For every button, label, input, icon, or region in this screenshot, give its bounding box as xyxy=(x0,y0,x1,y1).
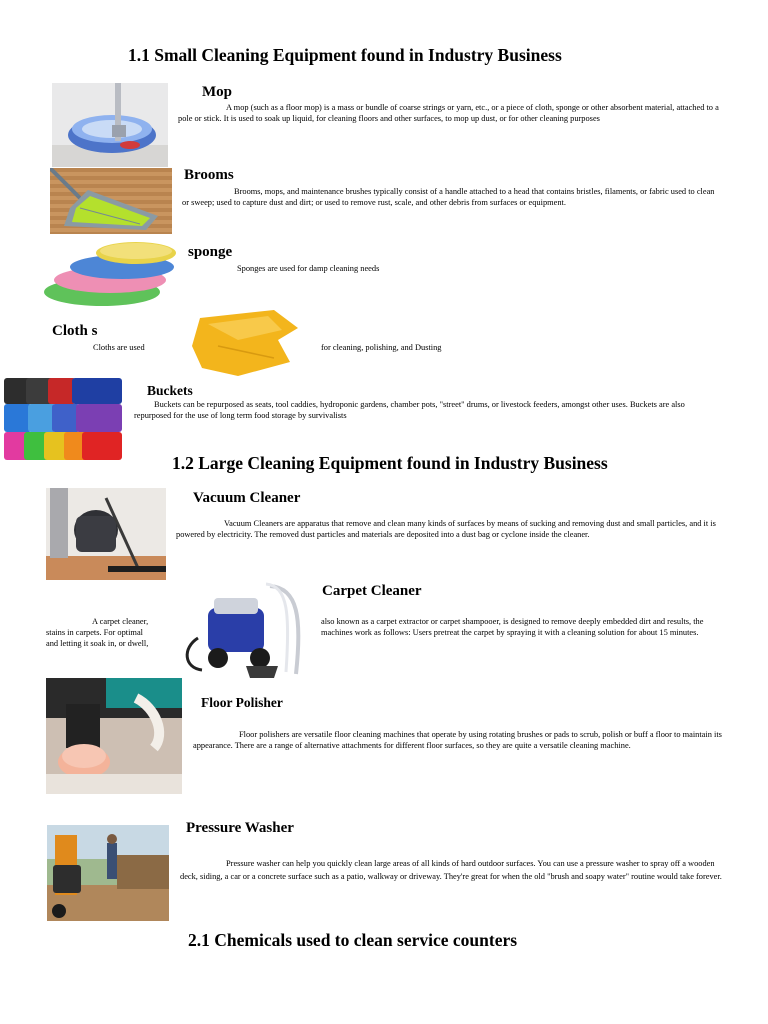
cloths-description-left: Cloths are used xyxy=(93,343,145,352)
cloths-title: Cloth s xyxy=(52,323,98,339)
pressure-washer-title: Pressure Washer xyxy=(186,820,294,836)
carpet-left-line-1: A carpet cleaner, xyxy=(92,617,149,626)
floor-polisher-image xyxy=(46,678,182,794)
buckets-title: Buckets xyxy=(147,383,193,398)
carpet-cleaner-image xyxy=(178,578,310,682)
carpet-cleaner-description-right: also known as a carpet extractor or carpet shampooer, is designed to remove deeply embedded dirt and results, the machines work as follows: Users pretreat the carpet by spraying it with a cleaning solution for about 15 minutes. xyxy=(321,617,704,637)
brooms-description: Brooms, mops, and maintenance brushes typically consist of a handle attached to a head that contains bristles, filaments, or fabric used to clean or sweep; used to capture dust and dirt; or used to remove rust, scale, and other debris from surfaces or equipment. xyxy=(182,187,715,207)
section-heading-2-1: 2.1 Chemicals used to clean service counters xyxy=(188,930,518,950)
mop-title: Mop xyxy=(202,84,232,100)
floor-polisher-title: Floor Polisher xyxy=(201,695,283,710)
sponge-title: sponge xyxy=(188,244,233,260)
cloths-description-right: for cleaning, polishing, and Dusting xyxy=(321,343,442,352)
sponge-description: Sponges are used for damp cleaning needs xyxy=(237,264,380,273)
section-heading-1-1: 1.1 Small Cleaning Equipment found in Industry Business xyxy=(128,45,562,65)
carpet-left-line-3: and letting it soak in, or dwell, xyxy=(46,639,149,648)
brooms-title: Brooms xyxy=(184,167,234,183)
carpet-left-line-2: stains in carpets. For optimal xyxy=(46,628,143,637)
broom-image xyxy=(50,168,172,234)
section-heading-1-2: 1.2 Large Cleaning Equipment found in Industry Business xyxy=(172,453,608,473)
mop-description: A mop (such as a floor mop) is a mass or bundle of coarse strings or yarn, etc., or a piece of cloth, sponge or other absorbent material, attached to a pole or stick. It is used to soak up liquid, for cleaning floors and other surfaces, to mop up dust, or for other cleaning purposes xyxy=(178,103,719,123)
vacuum-cleaner-image xyxy=(46,488,166,580)
buckets-description: Buckets can be repurposed as seats, tool caddies, hydroponic gardens, chamber pots, "street" drums, or livestock feeders, amongst other uses. Buckets are also repurposed for the use of long term food storage by survivalists xyxy=(134,400,685,420)
carpet-cleaner-title: Carpet Cleaner xyxy=(322,583,422,599)
cloth-image xyxy=(178,306,310,380)
pressure-washer-description: Pressure washer can help you quickly clean large areas of all kinds of hard outdoor surfaces. You can use a pressure washer to spray off a wooden deck, siding, a car or a concrete surface such as a patio, walkway or driveway. They're great for when the old "brush and soapy water" routine would take forever. xyxy=(180,859,722,881)
floor-polisher-description: Floor polishers are versatile floor cleaning machines that operate by using rotating brushes or pads to scrub, polish or buff a floor to maintain its appearance. There are a range of alternative attachments for different floor surfaces, so they are quite a versatile cleaning machine. xyxy=(193,730,722,750)
vacuum-title: Vacuum Cleaner xyxy=(193,490,301,506)
vacuum-description: Vacuum Cleaners are apparatus that remove and clean many kinds of surfaces by means of sucking and removing dust and small particles, and it is powered by electricity. The removed dust particles and materials are deposited into a dust bag or cyclone inside the cleaner. xyxy=(176,519,716,539)
pressure-washer-image xyxy=(47,825,169,921)
sponges-image xyxy=(44,236,176,308)
carpet-cleaner-description-left xyxy=(46,616,172,649)
mop-bucket-image xyxy=(52,83,168,167)
buckets-image xyxy=(2,376,124,462)
